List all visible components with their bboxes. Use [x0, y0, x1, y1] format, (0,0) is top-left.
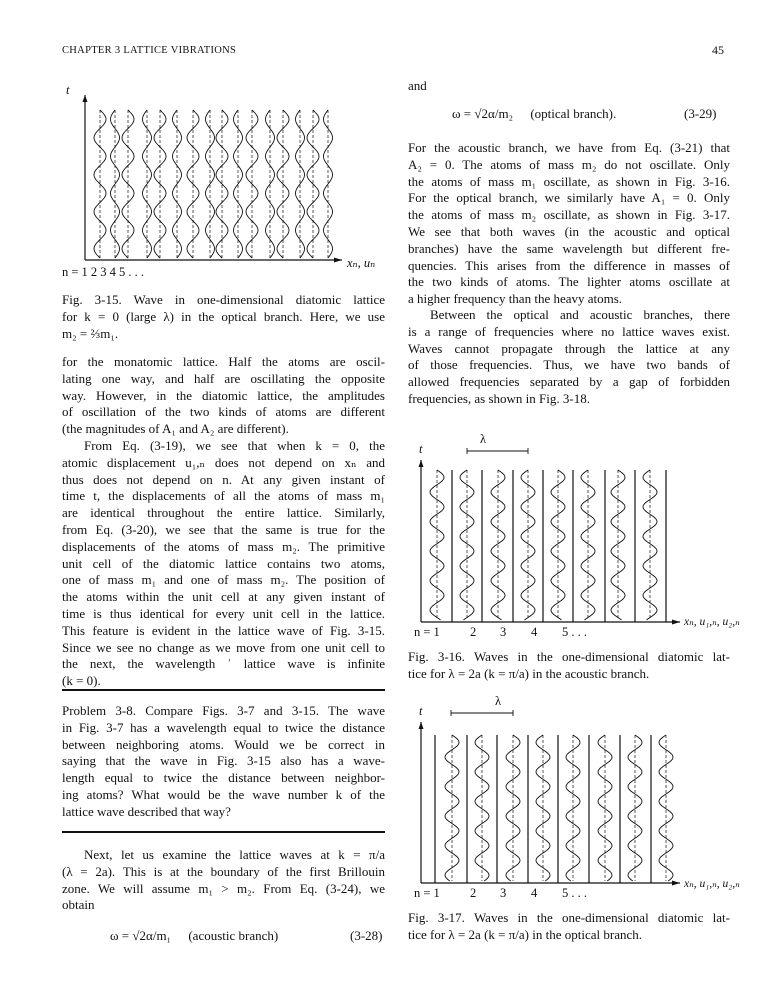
text-line: This feature is evident in the lattice wave of Fig. 3-15. [62, 622, 385, 638]
text-line: ing atoms? What would be the wave number k of the [62, 786, 385, 802]
text-line: tice for λ = 2a (k = π/a) in the optical branch. [408, 926, 642, 942]
fig315-x-arrow [334, 258, 342, 263]
text-line: of those frequencies. Thus, we have two bands of [408, 357, 730, 373]
text-line: Fig. 3-16. Waves in the one-dimensional diatomic lat- [408, 649, 730, 664]
text-line: quencies. This arises from the difference in masses of [408, 257, 730, 273]
fig317-t-axis-label: t [419, 704, 423, 718]
text-line: obtain [62, 897, 95, 913]
text-line: frequencies, as shown in Fig. 3-18. [408, 390, 590, 406]
fig315-caption [62, 292, 385, 342]
text-line: for the monatomic lattice. Half the atoms are oscil- [62, 354, 385, 369]
text-line: allowed frequencies separated by a gap of forbidden [408, 374, 730, 390]
text-line: A₂ = 0. The atoms of mass m₂ do not oscillate. Only [408, 156, 730, 172]
n-label: 2 [470, 886, 477, 900]
text-line: Waves cannot propagate through the lattice at any [408, 340, 730, 356]
eq329-number: (3-29) [684, 106, 717, 121]
paragraph-eq319 [62, 438, 385, 690]
text-line: for k = 0 (large λ) in the optical branch. Here, we use [62, 308, 385, 324]
fig316-x-arrow [672, 620, 680, 625]
text-line: saying that the wave in Fig. 3-15 also has a wave- [62, 753, 385, 769]
text-line: is a range of frequencies where no lattice waves exist. [408, 323, 730, 339]
text-line: the next, the wavelength ʾ lattice wave is infinite [62, 656, 385, 672]
text-line: (the magnitudes of A₁ and A₂ are different). [62, 421, 289, 437]
page-number: 45 [712, 43, 724, 57]
fig315-t-axis-label: t [66, 83, 70, 97]
text-line: (λ = 2a). This is at the boundary of the first Brillouin [62, 863, 385, 879]
eq328-number: (3-28) [350, 928, 383, 943]
paragraph-next [62, 847, 385, 914]
text-line: unit cell of the diatomic lattice contains two atoms, [62, 555, 385, 571]
problem-rule-bottom [62, 831, 385, 833]
text-line: displacements of the atoms of mass m₂. The primitive [62, 538, 385, 554]
text-line: the atoms of mass m₁ oscillate, as shown in Fig. 3-16. [408, 173, 730, 189]
fig317-x-arrow [672, 881, 680, 886]
text-line: m₂ = ⅔m₁. [62, 325, 119, 341]
fig316-caption [408, 649, 730, 683]
text-line: Fig. 3-17. Waves in the one-dimensional diatomic lat- [408, 910, 730, 925]
text-line: in Fig. 3-7 has a wavelength equal to twice the distance [62, 719, 385, 735]
fig317-x-axis-label: xₙ, u₁,ₙ, u₂,ₙ [684, 878, 740, 890]
fig316-x-axis-label: xₙ, u₁,ₙ, u₂,ₙ [684, 616, 740, 628]
and-word: and [408, 78, 427, 93]
equation-3-29 [452, 106, 616, 122]
running-header: CHAPTER 3 LATTICE VIBRATIONS [62, 45, 237, 56]
text-line: Problem 3-8. Compare Figs. 3-7 and 3-15. The wave [62, 703, 385, 718]
n-label: 5 . . . [562, 886, 587, 900]
text-line: For the optical branch, we similarly have A₁ = 0. Only [408, 190, 730, 206]
text-line: branches) have the same wavelength but different fre- [408, 240, 730, 256]
text-line: the two kinds of atoms. The lighter atoms oscillate at [408, 274, 730, 290]
text-line: lating one way, and half are oscillating the opposite [62, 370, 385, 386]
text-line: We see that both waves (in the acoustic and optical [408, 223, 730, 239]
fig317-lambda-label: λ [495, 694, 502, 708]
text-line: the atoms of mass m₂ oscillate, as shown in Fig. 3-17. [408, 207, 730, 223]
fig317-t-arrow [419, 722, 424, 729]
text-line: of oscillation of the two kinds of atoms are different [62, 404, 385, 420]
text-line: one of mass m₁ and one of mass m₂. The position of [62, 572, 385, 588]
fig315-n-labels: n = 1 2 3 4 5 . . . [62, 265, 145, 279]
n-label: 4 [531, 886, 538, 900]
n-label: n = 1 [414, 625, 440, 639]
n-label: 5 . . . [562, 625, 587, 639]
equation-3-28 [110, 928, 278, 944]
text-line: between neighboring atoms. Would we be correct in [62, 736, 385, 752]
text-line: time t, the displacements of all the atoms of mass m₁ [62, 488, 385, 504]
n-label: 3 [500, 886, 507, 900]
n-label: 4 [531, 625, 538, 639]
text-line: thus does not depend on n. At any given instant of [62, 471, 385, 487]
fig316-lambda-label: λ [480, 432, 487, 446]
text-line: Fig. 3-15. Wave in one-dimensional diatomic lattice [62, 292, 385, 307]
eq329-formula: ω = √2α/m₂ [452, 106, 514, 121]
text-line: For the acoustic branch, we have from Eq. (3-21) that [408, 140, 730, 155]
text-line: the atoms within the unit cell at any given instant of [62, 589, 385, 605]
text-line: (k = 0). [62, 673, 101, 689]
n-label: 2 [470, 625, 477, 639]
text-line: atomic displacement u₁,ₙ does not depend on xₙ and [62, 454, 385, 470]
eq328-note: (acoustic branch) [188, 928, 279, 943]
fig315-t-arrow [83, 95, 88, 102]
text-line: Since we see no change as we move from one unit cell to [62, 639, 385, 655]
text-line: From Eq. (3-19), we see that when k = 0, the [84, 438, 385, 453]
text-line: Next, let us examine the lattice waves at k = π/a [84, 847, 385, 862]
fig316-t-axis-label: t [419, 442, 423, 456]
text-line: Between the optical and acoustic branches, there [430, 307, 730, 322]
fig317-caption [408, 910, 730, 944]
text-line: are identical throughout the entire lattice. Similarly, [62, 505, 385, 521]
fig315-x-axis-label: xₙ, uₙ [347, 256, 376, 270]
fig316-t-arrow [419, 460, 424, 467]
problem-3-8 [62, 703, 385, 821]
text-line: way. However, in the diatomic lattice, the amplitudes [62, 387, 385, 403]
paragraph-bands [408, 307, 730, 408]
n-label: 3 [500, 625, 507, 639]
eq329-note: (optical branch). [530, 106, 617, 121]
paragraph-monatomic [62, 354, 385, 438]
text-line: tice for λ = 2a (k = π/a) in the acoustic branch. [408, 665, 650, 681]
problem-rule-top [62, 689, 385, 691]
text-line: time is thus identical for every unit cell in the lattice. [62, 605, 385, 621]
paragraph-acoustic [408, 140, 730, 308]
text-line: zone. We will assume m₁ > m₂. From Eq. (3-24), we [62, 880, 385, 896]
eq328-formula: ω = √2α/m₁ [110, 928, 172, 943]
text-line: a higher frequency than the heavy atoms. [408, 291, 623, 307]
n-label: n = 1 [414, 886, 440, 900]
text-line: length equal to twice the distance between neighbor- [62, 770, 385, 786]
text-line: from Eq. (3-20), we see that the same is true for the [62, 521, 385, 537]
text-line: lattice wave described that way? [62, 803, 231, 819]
